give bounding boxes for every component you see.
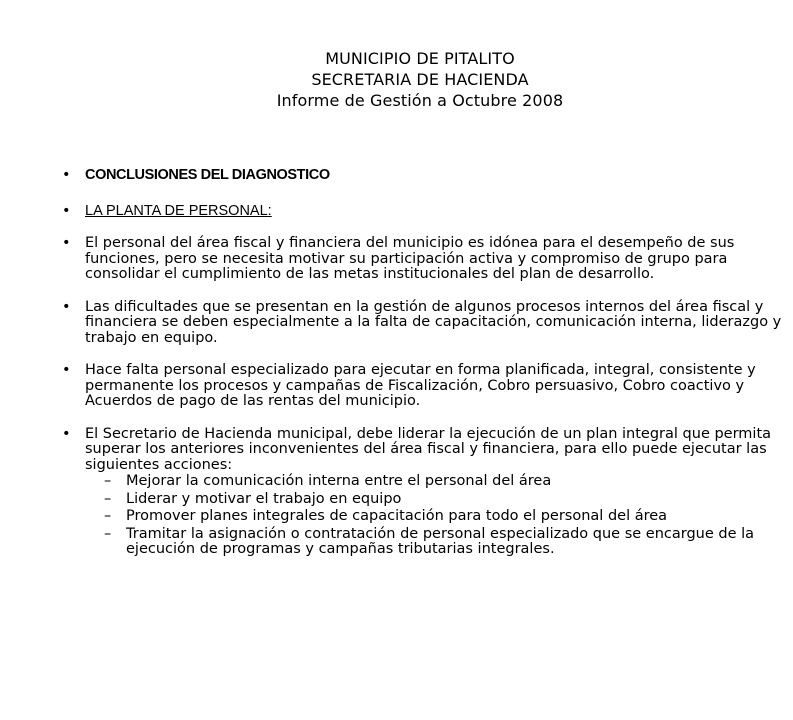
staff-heading: LA PLANTA DE PERSONAL: xyxy=(85,202,272,219)
bullet-conclusions xyxy=(62,168,787,184)
actions-list xyxy=(85,474,787,558)
paragraph-specialized-staff: Hace falta personal especializado para ejecutar en forma planificada, integral, consistente y permanente los procesos y campañas de Fiscalización, Cobro persuasivo, Cobro coactivo y Acuerdos de pago de las rentas del municipio. xyxy=(85,362,756,409)
municipality-title: MUNICIPIO DE PITALITO xyxy=(325,49,515,68)
report-title: Informe de Gestión a Octubre 2008 xyxy=(276,91,564,110)
dash-icon: – xyxy=(104,473,112,489)
action-item xyxy=(104,474,787,490)
bullet-icon: • xyxy=(62,235,71,251)
action-text: Mejorar la comunicación interna entre el personal del área xyxy=(126,473,552,489)
bullet-staff xyxy=(62,204,787,220)
dash-icon: – xyxy=(104,508,112,524)
document-header xyxy=(0,48,793,111)
conclusions-heading: CONCLUSIONES DEL DIAGNOSTICO xyxy=(85,167,330,183)
bullet-paragraph-2 xyxy=(62,300,787,347)
bullet-icon: • xyxy=(62,362,71,378)
document-body xyxy=(62,168,787,560)
action-text: Liderar y motivar el trabajo en equipo xyxy=(126,490,402,507)
bullet-paragraph-3 xyxy=(62,363,787,410)
action-text: Promover planes integrales de capacitación para todo el personal del área xyxy=(126,508,668,524)
dash-icon: – xyxy=(104,525,112,542)
bullet-icon: • xyxy=(62,425,71,442)
bullet-icon: • xyxy=(62,202,71,219)
action-item xyxy=(104,492,787,508)
bullet-icon: • xyxy=(62,298,71,315)
action-item xyxy=(104,527,787,558)
action-item xyxy=(104,509,787,525)
bullet-icon: • xyxy=(62,167,71,183)
bullet-paragraph-4 xyxy=(62,427,787,558)
dash-icon: – xyxy=(104,490,112,507)
paragraph-difficulties: Las dificultades que se presentan en la gestión de algunos procesos internos del área fiscal y financiera se deben especialmente a la falta de capacitación, comunicación interna, liderazgo y trabajo en equipo. xyxy=(85,298,782,346)
bullet-paragraph-1 xyxy=(62,236,787,283)
department-title: SECRETARIA DE HACIENDA xyxy=(311,70,529,89)
paragraph-secretary-plan: El Secretario de Hacienda municipal, debe liderar la ejecución de un plan integral que permita superar los anteriores inconvenientes del área fiscal y financiera, para ello puede ejecutar las siguientes acciones: xyxy=(85,425,772,473)
action-text: Tramitar la asignación o contratación de personal especializado que se encargue de la ejecución de programas y campañas tributarias integrales. xyxy=(126,525,755,557)
paragraph-staff-suitability: El personal del área fiscal y financiera del municipio es idónea para el desempeño de sus funciones, pero se necesita motivar su participación activa y compromiso de grupo para consolidar el cumplimiento de las metas institucionales del plan de desarrollo. xyxy=(85,235,735,282)
